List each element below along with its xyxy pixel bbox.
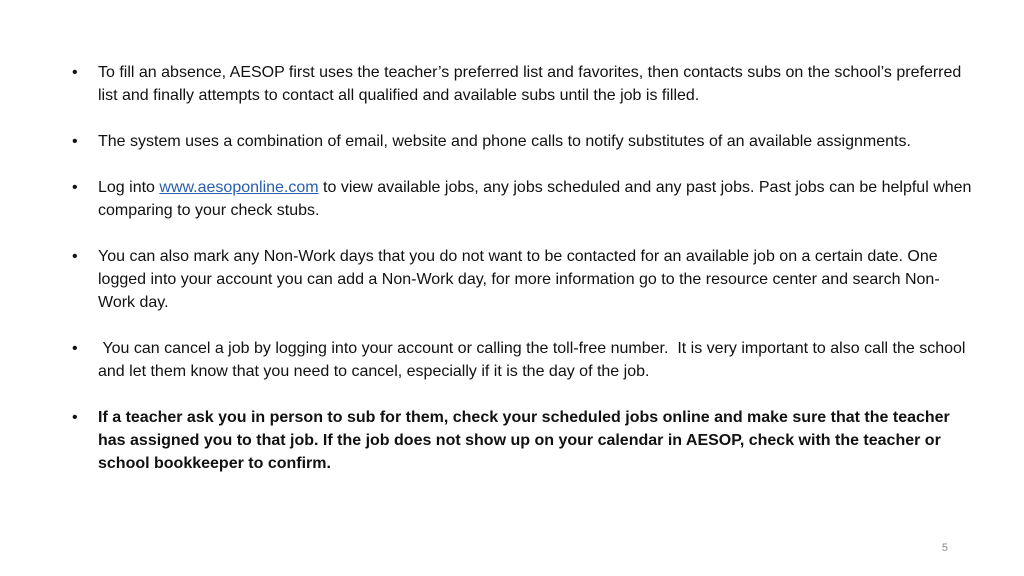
bullet-text: To fill an absence, AESOP first uses the teacher’s preferred list and favorites, then contacts subs on the school’s preferred list and finally attempts to contact all qualified and available subs until the job is filled. — [98, 64, 962, 104]
bullet-text: The system uses a combination of email, website and phone calls to notify substitutes of an available assignments. — [98, 133, 911, 150]
bullet-icon: • — [72, 133, 78, 150]
page-number: 5 — [941, 542, 948, 554]
bullet-item-absence-process — [72, 61, 972, 107]
bullet-item-login — [72, 176, 972, 222]
bullet-icon: • — [72, 64, 78, 81]
bullet-text: If a teacher ask you in person to sub for them, check your scheduled jobs online and make sure that the teacher has assigned you to that job. If the job does not show up on your calendar in AESOP, check with the teacher or school bookkeeper to confirm. — [98, 409, 950, 472]
aesop-website-link[interactable]: www.aesoponline.com — [159, 179, 319, 196]
bullet-icon: • — [72, 409, 78, 426]
bullet-text-before-link: Log into — [98, 179, 160, 196]
bullet-item-non-work-days — [72, 245, 972, 314]
bullet-icon: • — [72, 340, 78, 357]
bullet-item-notification — [72, 130, 972, 153]
bullet-list — [72, 61, 972, 498]
bullet-icon: • — [72, 248, 78, 265]
bullet-icon: • — [72, 179, 78, 196]
bullet-item-teacher-request — [72, 406, 972, 475]
bullet-item-cancel-job — [72, 337, 972, 383]
bullet-text — [98, 179, 971, 219]
bullet-text: You can cancel a job by logging into your account or calling the toll-free number. It is very important to also call the school and let them know that you need to cancel, especially if it is the day of the job. — [98, 340, 970, 380]
bullet-text-after-link: to view available jobs, any jobs scheduled and any past jobs. Past jobs can be helpful when comparing to your check stubs. — [98, 179, 972, 219]
bullet-text: You can also mark any Non-Work days that you do not want to be contacted for an available job on a certain date. One logged into your account you can add a Non-Work day, for more information go to the resource center and search Non-Work day. — [98, 248, 940, 311]
